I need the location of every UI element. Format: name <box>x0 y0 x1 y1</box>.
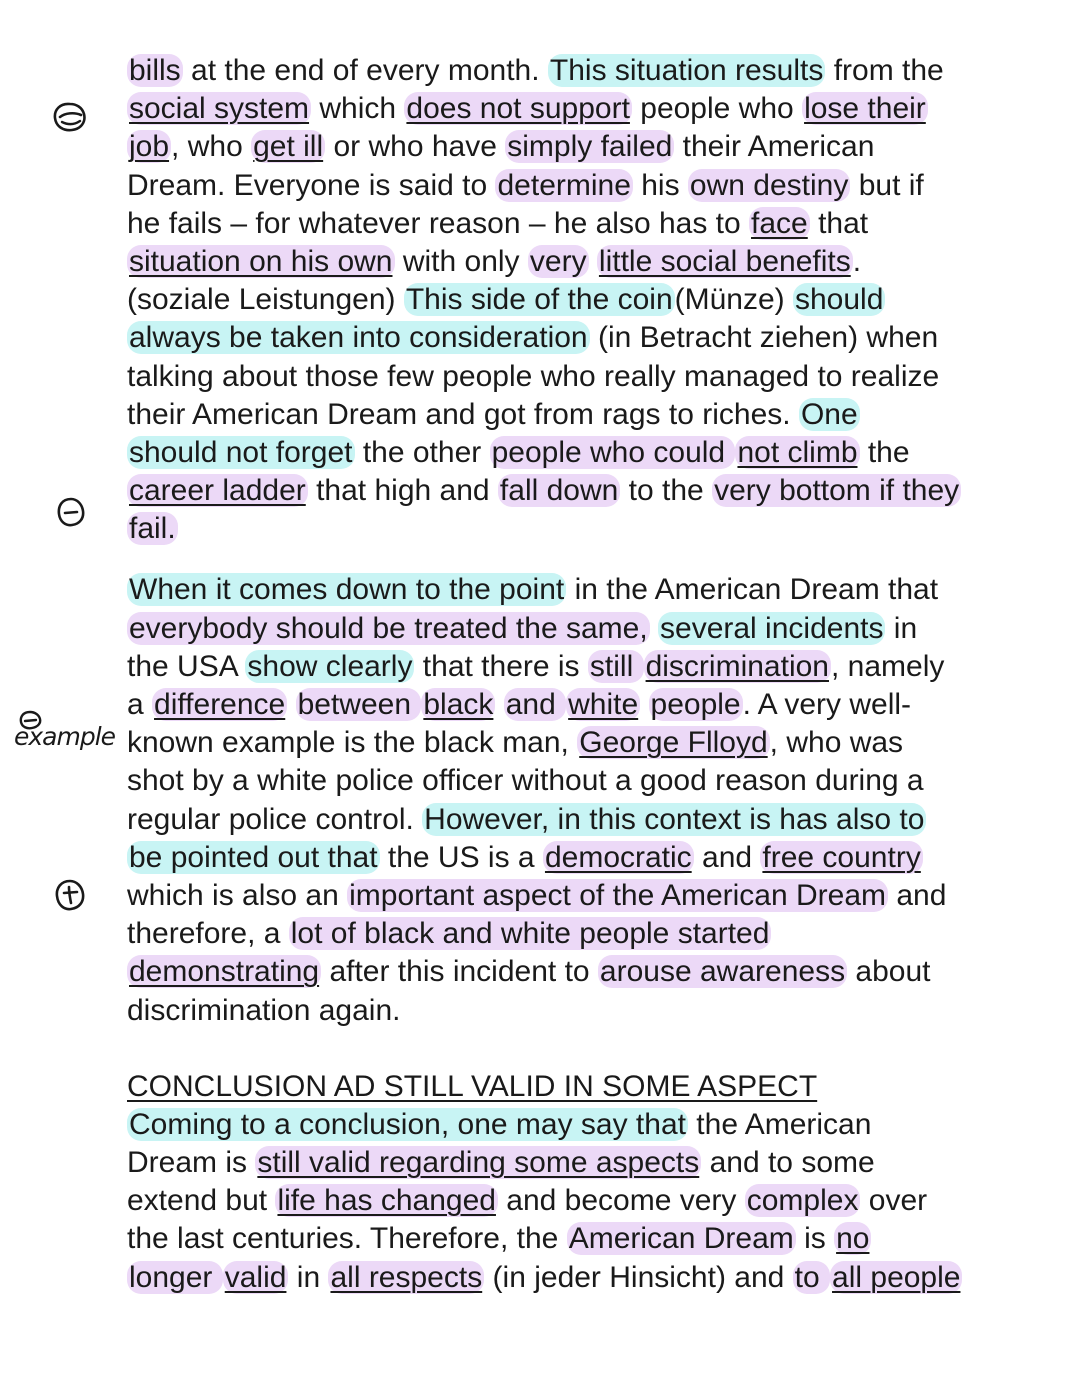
text-segment: at the end of every month. <box>182 54 548 87</box>
text-segment <box>287 688 295 721</box>
underlined-phrase: CONCLUSION AD STILL VALID IN SOME ASPECT <box>127 1069 818 1103</box>
highlight-purple-phrase: difference <box>154 688 286 721</box>
paragraph-gap <box>127 548 1047 571</box>
highlight-cyan-phrase: several incidents <box>660 611 884 645</box>
highlight-cyan-phrase: However, in this context is has also to <box>424 802 925 836</box>
text-line <box>127 434 1047 472</box>
highlight-purple-phrase: get ill <box>253 130 324 164</box>
highlight-cyan-phrase: always be taken into consideration <box>129 321 588 355</box>
text-segment: in <box>288 1260 329 1294</box>
text-segment: people who <box>631 92 803 126</box>
text-line <box>127 1220 1047 1258</box>
plus-circle-icon <box>52 878 88 914</box>
text-segment: the other <box>354 435 490 469</box>
text-segment: that <box>809 206 869 240</box>
highlight-purple-phrase: does not support <box>406 92 630 126</box>
text-segment: which is also an <box>127 878 348 912</box>
text-segment: but if <box>850 168 924 202</box>
highlight-purple-phrase: not climb <box>737 435 858 469</box>
text-line <box>127 243 1047 281</box>
text-line <box>127 724 1047 762</box>
highlight-purple-phrase: very <box>529 244 587 278</box>
text-segment: in the American Dream that <box>566 573 939 607</box>
text-segment: , who was <box>769 726 904 760</box>
text-segment: is <box>795 1222 835 1256</box>
highlight-cyan-phrase: This side of the coin <box>405 283 673 317</box>
text-segment: the USA <box>127 649 246 683</box>
text-segment: . A very well- <box>742 688 912 721</box>
text-line <box>127 1259 1047 1297</box>
text-segment <box>640 688 648 721</box>
text-segment: Dream is <box>127 1146 256 1180</box>
text-segment: their American <box>674 130 875 164</box>
text-line <box>127 128 1047 166</box>
highlight-purple-phrase: career ladder <box>129 474 306 508</box>
text-segment: which <box>311 92 405 126</box>
text-segment: (in jeder Hinsicht) and <box>484 1260 793 1294</box>
text-segment: after this incident to <box>321 955 598 989</box>
highlight-purple-phrase: determine <box>497 168 631 202</box>
highlight-purple-phrase: fail. <box>129 512 176 546</box>
text-segment: therefore, a <box>127 917 289 951</box>
text-segment: (Münze) <box>674 283 793 317</box>
highlight-purple-phrase: complex <box>746 1184 859 1218</box>
highlight-purple-phrase: still <box>589 649 642 683</box>
text-segment: (in Betracht ziehen) when <box>589 321 939 355</box>
text-line <box>127 472 1047 510</box>
text-segment: (soziale Leistungen) <box>127 283 404 317</box>
highlight-purple-phrase: valid <box>224 1260 287 1294</box>
text-segment: extend but <box>127 1184 276 1218</box>
text-segment: Dream. Everyone is said to <box>127 168 496 202</box>
text-segment: the US is a <box>379 840 543 874</box>
text-line <box>127 648 1047 686</box>
text-line <box>127 281 1047 319</box>
highlight-purple-phrase: free country <box>762 840 921 874</box>
highlight-purple-phrase: American Dream <box>568 1222 794 1256</box>
highlight-cyan-phrase: be pointed out that <box>129 840 378 874</box>
highlight-purple-phrase: simply failed <box>507 130 673 164</box>
text-segment: in <box>885 611 918 645</box>
highlight-purple-phrase: no <box>836 1222 870 1256</box>
highlight-purple-phrase: still valid regarding some aspects <box>257 1146 700 1180</box>
highlight-cyan-phrase: This situation results <box>549 54 824 87</box>
highlight-purple-phrase: lot of black and white people started <box>290 917 770 951</box>
text-segment: about <box>847 955 931 989</box>
minus-circle-icon <box>54 496 88 530</box>
text-segment: known example is the black man, <box>127 726 578 760</box>
text-line <box>127 571 1047 609</box>
text-segment: that there is <box>414 649 588 683</box>
highlight-cyan-phrase: should <box>795 283 884 317</box>
highlight-purple-phrase: to <box>794 1260 829 1294</box>
highlight-purple-phrase: arouse awareness <box>599 955 846 989</box>
text-segment: to the <box>620 474 713 508</box>
highlight-cyan-phrase: Coming to a conclusion, one may say that <box>129 1107 686 1141</box>
smiley-icon <box>50 100 90 136</box>
highlight-purple-phrase: bills <box>129 54 181 87</box>
text-segment: and become very <box>497 1184 745 1218</box>
highlight-purple-phrase: all people <box>832 1260 961 1294</box>
text-segment: , namely <box>830 649 945 683</box>
text-line <box>127 358 1047 396</box>
paragraph-gap <box>127 1030 1047 1068</box>
text-segment: over <box>860 1184 928 1218</box>
highlight-purple-phrase: life has changed <box>277 1184 496 1218</box>
text-line <box>127 801 1047 839</box>
highlight-purple-phrase: demonstrating <box>129 955 320 989</box>
paragraph <box>127 52 1047 548</box>
highlight-purple-phrase: and <box>505 688 565 721</box>
text-segment: from the <box>825 54 944 87</box>
text-segment <box>589 245 597 278</box>
text-segment: or who have <box>325 130 506 164</box>
text-segment: the <box>859 435 910 469</box>
text-segment: with only <box>394 244 528 278</box>
text-segment: , who <box>171 130 252 164</box>
text-segment: his <box>632 168 688 202</box>
text-line <box>127 52 1047 90</box>
text-segment: discrimination again. <box>127 993 401 1027</box>
essay-text <box>127 52 1047 1297</box>
highlight-purple-phrase: white <box>568 688 639 721</box>
highlight-purple-phrase: situation on his own <box>129 244 393 278</box>
text-segment: and to some <box>701 1146 875 1180</box>
text-segment: that high and <box>307 474 498 508</box>
highlight-purple-phrase: black <box>423 688 494 721</box>
text-line <box>127 167 1047 205</box>
highlight-purple-phrase: important aspect of the American Dream <box>349 878 887 912</box>
paragraph <box>127 571 1047 1029</box>
text-segment: and <box>888 878 947 912</box>
text-segment: regular police control. <box>127 802 423 836</box>
text-segment <box>495 688 503 721</box>
highlight-purple-phrase: all respects <box>330 1260 483 1294</box>
text-segment: shot by a white police officer without a good reason during a <box>127 764 924 798</box>
highlight-purple-phrase: own destiny <box>689 168 849 202</box>
text-line <box>127 1068 1047 1106</box>
highlight-purple-phrase: discrimination <box>645 649 829 683</box>
text-line <box>127 992 1047 1030</box>
text-line <box>127 205 1047 243</box>
text-line <box>127 839 1047 877</box>
text-segment: a <box>127 688 153 721</box>
text-line <box>127 915 1047 953</box>
highlight-cyan-phrase: show clearly <box>247 649 413 683</box>
text-segment: the American <box>687 1107 872 1141</box>
highlight-purple-phrase: people <box>650 688 741 721</box>
highlight-purple-phrase: George Flloyd <box>579 726 768 760</box>
text-line <box>127 610 1047 648</box>
highlight-purple-phrase: face <box>751 206 808 240</box>
highlight-cyan-phrase: should not forget <box>129 435 353 469</box>
highlight-purple-phrase: people who could <box>491 435 734 469</box>
highlight-purple-phrase: little social benefits <box>598 244 851 278</box>
highlight-purple-phrase: longer <box>129 1260 221 1294</box>
highlight-purple-phrase: fall down <box>499 474 619 508</box>
text-line <box>127 90 1047 128</box>
highlight-purple-phrase: between <box>297 688 420 721</box>
text-segment: the last centuries. Therefore, the <box>127 1222 567 1256</box>
text-segment: . <box>852 244 862 278</box>
highlight-purple-phrase: democratic <box>544 840 692 874</box>
text-line <box>127 510 1047 548</box>
text-line <box>127 1106 1047 1144</box>
example-margin-label: example <box>14 722 116 751</box>
text-segment: talking about those few people who really managed to realize <box>127 359 940 393</box>
text-segment: and <box>693 840 761 874</box>
highlight-purple-phrase: everybody should be treated the same, <box>129 611 648 645</box>
highlight-purple-phrase: very bottom if they <box>714 474 960 508</box>
text-line <box>127 762 1047 800</box>
text-line <box>127 1182 1047 1220</box>
text-line <box>127 686 1047 724</box>
highlight-purple-phrase: lose their <box>804 92 926 126</box>
text-segment: he fails – for whatever reason – he also has to <box>127 206 750 240</box>
highlight-cyan-phrase: When it comes down to the point <box>129 573 565 607</box>
text-segment <box>650 612 658 645</box>
highlight-purple-phrase: social system <box>129 92 310 126</box>
highlight-purple-phrase: job <box>129 130 170 164</box>
text-line <box>127 1144 1047 1182</box>
highlight-cyan-phrase: One <box>800 397 858 431</box>
text-line <box>127 396 1047 434</box>
text-line <box>127 877 1047 915</box>
text-line <box>127 319 1047 357</box>
paragraph <box>127 1068 1047 1297</box>
text-segment: their American Dream and got from rags to riches. <box>127 397 799 431</box>
text-line <box>127 953 1047 991</box>
